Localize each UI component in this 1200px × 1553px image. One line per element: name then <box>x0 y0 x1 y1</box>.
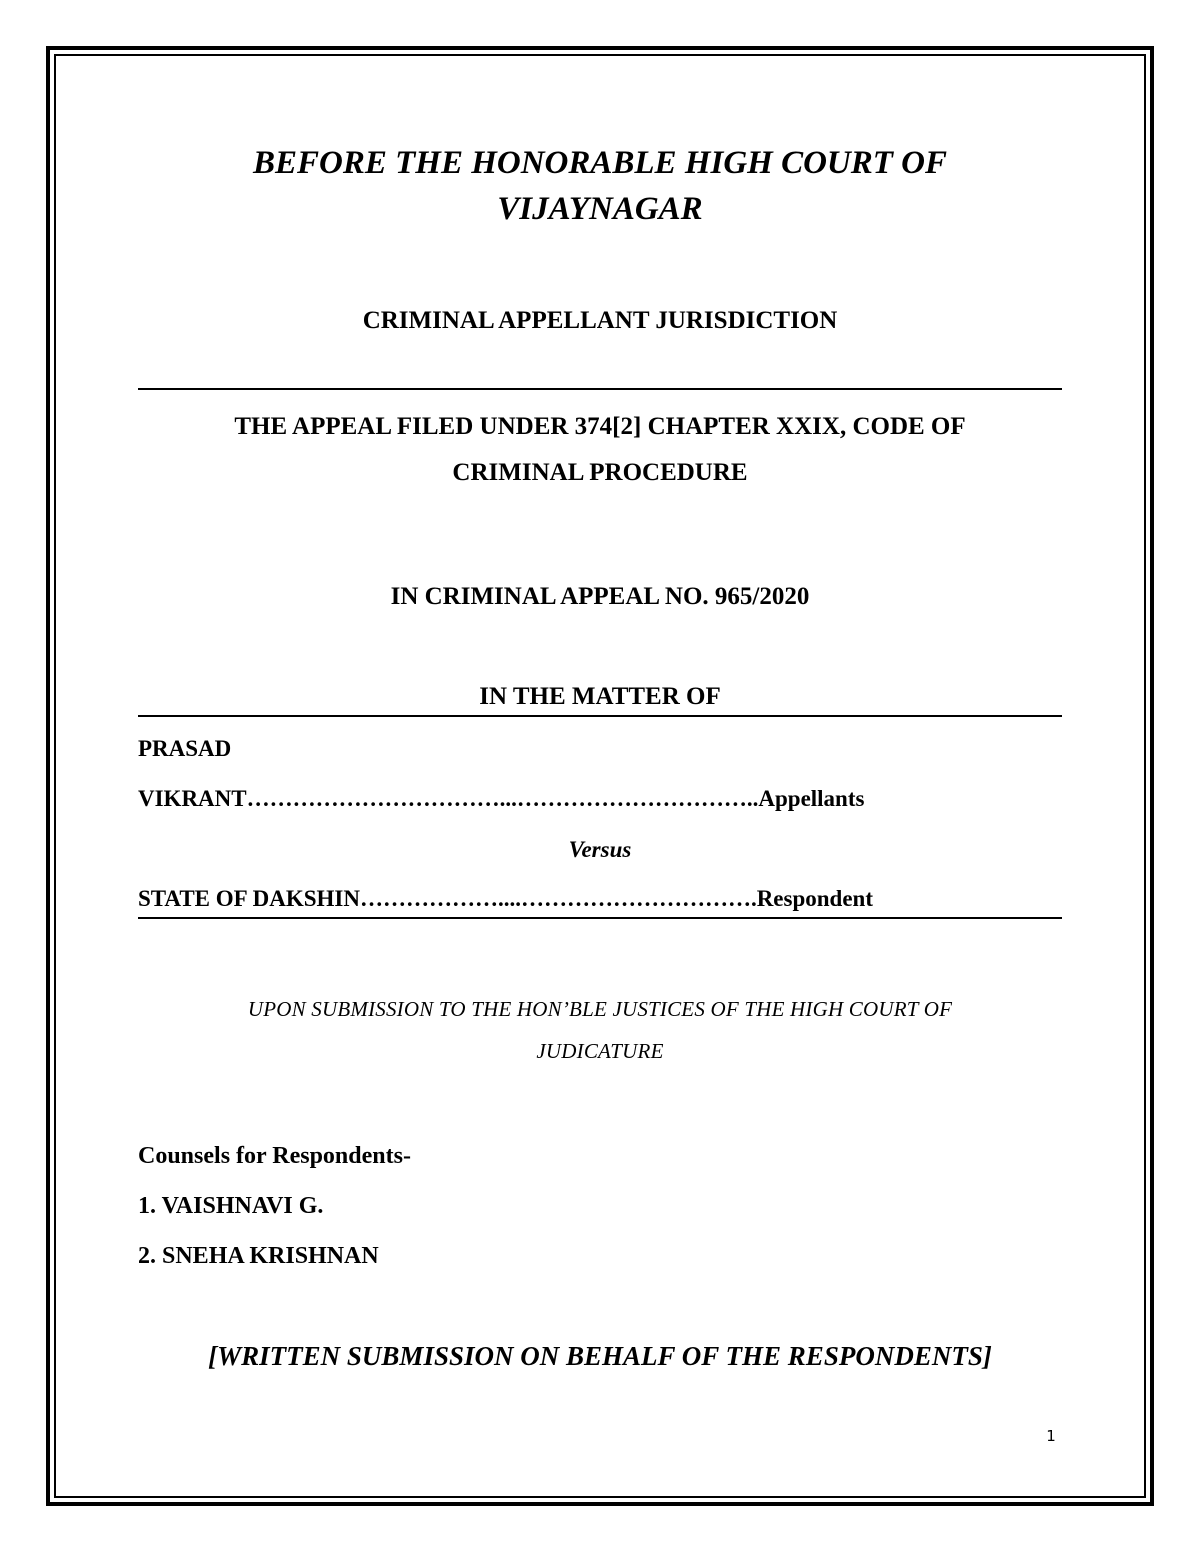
court-title <box>138 140 1062 232</box>
appeal-number: IN CRIMINAL APPEAL NO. 965/2020 <box>390 583 810 610</box>
divider-top <box>138 388 1062 390</box>
counsel-item-2: 2. SNEHA KRISHNAN <box>138 1243 379 1269</box>
counsel-heading: Counsels for Respondents- <box>138 1143 411 1169</box>
versus-label: Versus <box>568 837 632 862</box>
matter-heading: IN THE MATTER OF <box>479 683 721 710</box>
submission-line-1: UPON SUBMISSION TO THE HON’BLE JUSTICES OF THE HIGH COURT OF <box>247 997 953 1021</box>
party-appellant-line: VIKRANT……………………………...…………………………..Appellants <box>138 786 865 811</box>
divider-parties <box>138 917 1062 919</box>
jurisdiction-heading: CRIMINAL APPELLANT JURISDICTION <box>362 307 838 334</box>
counsel-item-1: 1. VAISHNAVI G. <box>138 1193 324 1219</box>
submission-line-2: JUDICATURE <box>536 1039 664 1063</box>
written-submission-label: [WRITTEN SUBMISSION ON BEHALF OF THE RESPONDENTS] <box>208 1341 992 1371</box>
court-title-line-2: VIJAYNAGAR <box>497 191 703 227</box>
page-border-inner <box>54 54 1146 1498</box>
divider-matter <box>138 715 1062 717</box>
party-appellant-first-name: PRASAD <box>138 736 232 761</box>
submission-statement <box>138 988 1062 1072</box>
appeal-filed-line-2: CRIMINAL PROCEDURE <box>452 459 748 486</box>
court-title-line-1: BEFORE THE HONORABLE HIGH COURT OF <box>252 145 948 181</box>
party-respondent-line: STATE OF DAKSHIN………………....………………………….Respondent <box>138 886 874 911</box>
page-number: 1 <box>1046 1427 1056 1445</box>
appeal-filed-line-1: THE APPEAL FILED UNDER 374[2] CHAPTER XXIX, CODE OF <box>234 413 966 440</box>
appeal-filed-heading <box>138 404 1062 496</box>
